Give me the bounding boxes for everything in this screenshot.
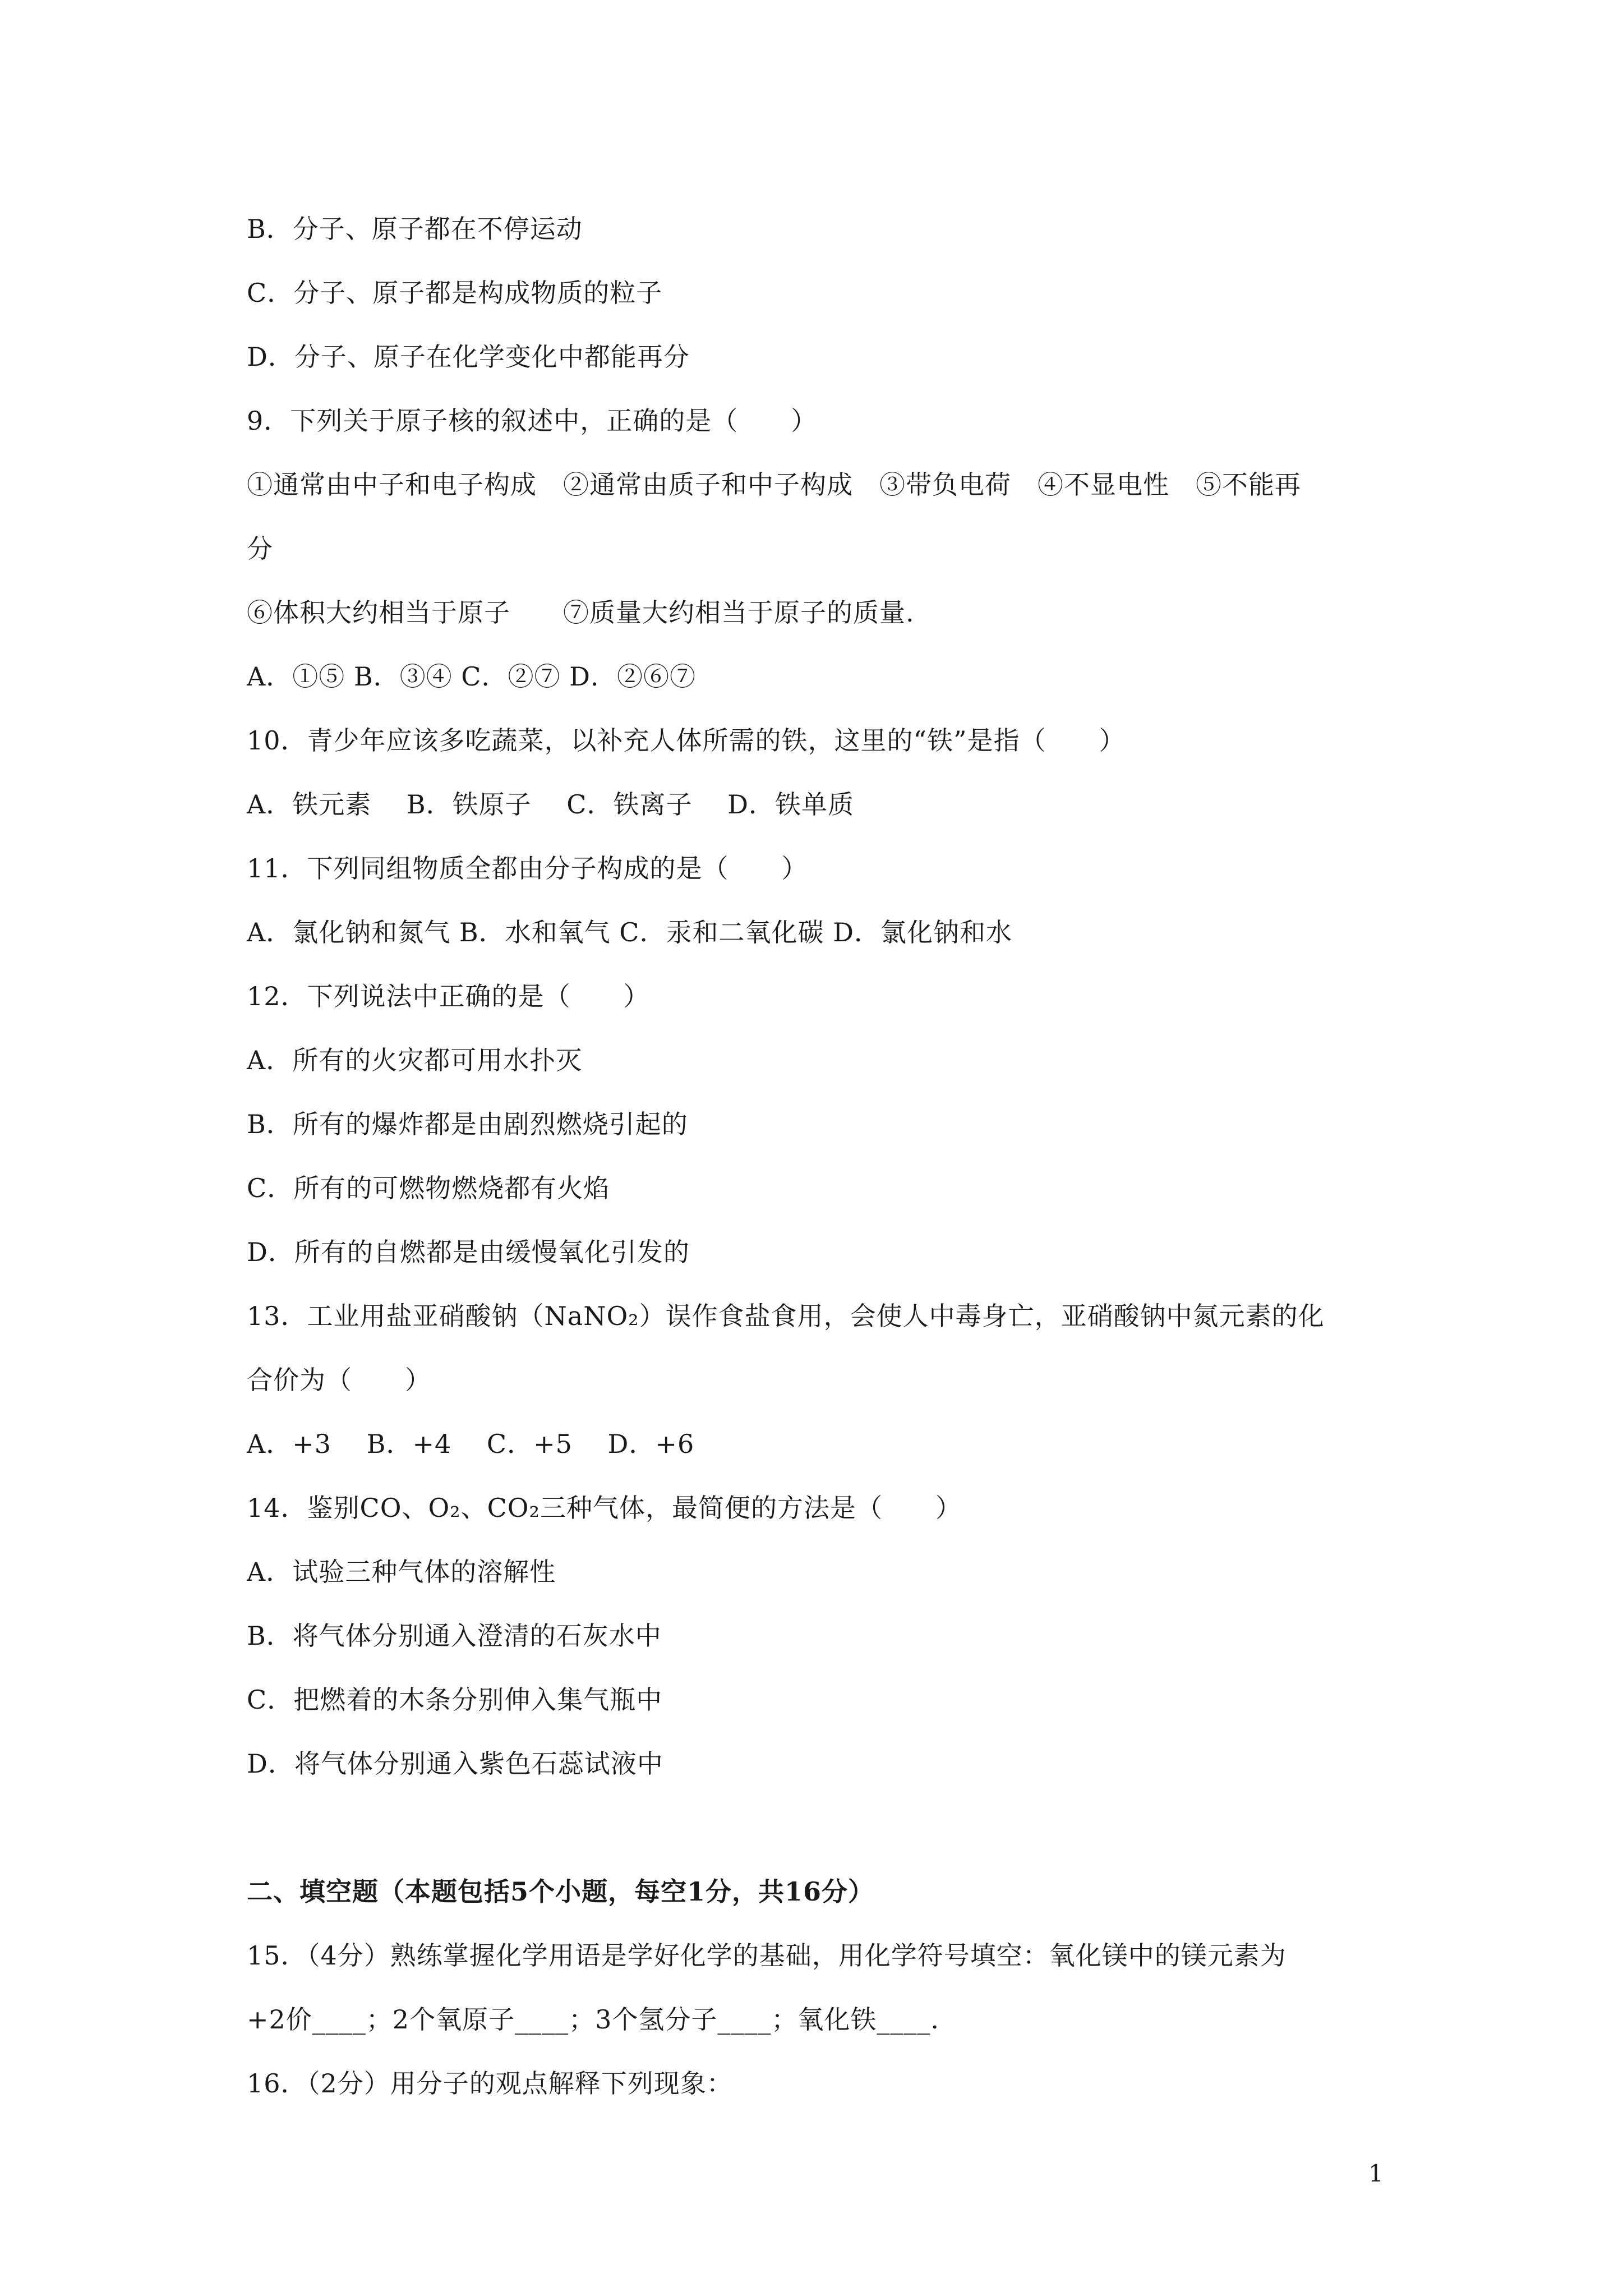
option-14b: B．将气体分别通入澄清的石灰水中 bbox=[247, 1621, 662, 1651]
option-14c: C．把燃着的木条分别伸入集气瓶中 bbox=[247, 1685, 663, 1715]
option-8d: D．分子、原子在化学变化中都能再分 bbox=[247, 342, 690, 372]
question-15-continued: +2价____；2个氧原子____；3个氢分子____；氧化铁____. bbox=[247, 2004, 939, 2035]
option-8c: C．分子、原子都是构成物质的粒子 bbox=[247, 278, 663, 308]
question-9: 9．下列关于原子核的叙述中，正确的是（ ） bbox=[247, 406, 818, 436]
question-9-options: A．①⑤ B．③④ C．②⑦ D．②⑥⑦ bbox=[247, 661, 696, 692]
question-9-statements-3: ⑥体积大约相当于原子 ⑦质量大约相当于原子的质量. bbox=[247, 597, 915, 628]
option-8b: B．分子、原子都在不停运动 bbox=[247, 214, 583, 244]
option-12d: D．所有的自燃都是由缓慢氧化引发的 bbox=[247, 1237, 690, 1267]
question-16: 16．（2分）用分子的观点解释下列现象： bbox=[247, 2068, 733, 2099]
question-11-options: A．氯化钠和氮气 B．水和氧气 C．汞和二氧化碳 D．氯化钠和水 bbox=[247, 917, 1012, 947]
question-15: 15．（4分）熟练掌握化学用语是学好化学的基础，用化学符号填空：氧化镁中的镁元素为 bbox=[247, 1940, 1287, 1971]
question-12: 12．下列说法中正确的是（ ） bbox=[247, 981, 650, 1011]
question-13-options: A．+3 B．+4 C．+5 D．+6 bbox=[247, 1429, 695, 1459]
option-14d: D．将气体分别通入紫色石蕊试液中 bbox=[247, 1749, 663, 1779]
option-14a: A．试验三种气体的溶解性 bbox=[247, 1557, 556, 1587]
question-9-statements-1: ①通常由中子和电子构成 ②通常由质子和中子构成 ③带负电荷 ④不显电性 ⑤不能再 bbox=[247, 470, 1301, 500]
option-12a: A．所有的火灾都可用水扑灭 bbox=[247, 1045, 583, 1075]
question-11: 11．下列同组物质全都由分子构成的是（ ） bbox=[247, 853, 808, 884]
question-10: 10．青少年应该多吃蔬菜，以补充人体所需的铁，这里的“铁”是指（ ） bbox=[247, 725, 1126, 756]
question-9-statements-2: 分 bbox=[247, 533, 273, 564]
question-13: 13．工业用盐亚硝酸钠（NaNO₂）误作食盐食用，会使人中毒身亡，亚硝酸钠中氮元素的化 bbox=[247, 1301, 1325, 1331]
page-number: 1 bbox=[1368, 2160, 1384, 2187]
option-12b: B．所有的爆炸都是由剧烈燃烧引起的 bbox=[247, 1109, 688, 1139]
section-heading: 二、填空题（本题包括5个小题，每空1分，共16分） bbox=[247, 1876, 875, 1907]
question-10-options: A．铁元素 B．铁原子 C．铁离子 D．铁单质 bbox=[247, 789, 854, 820]
question-13-continued: 合价为（ ） bbox=[247, 1365, 431, 1395]
question-14: 14．鉴别CO、O₂、CO₂三种气体，最简便的方法是（ ） bbox=[247, 1493, 962, 1523]
option-12c: C．所有的可燃物燃烧都有火焰 bbox=[247, 1173, 610, 1203]
